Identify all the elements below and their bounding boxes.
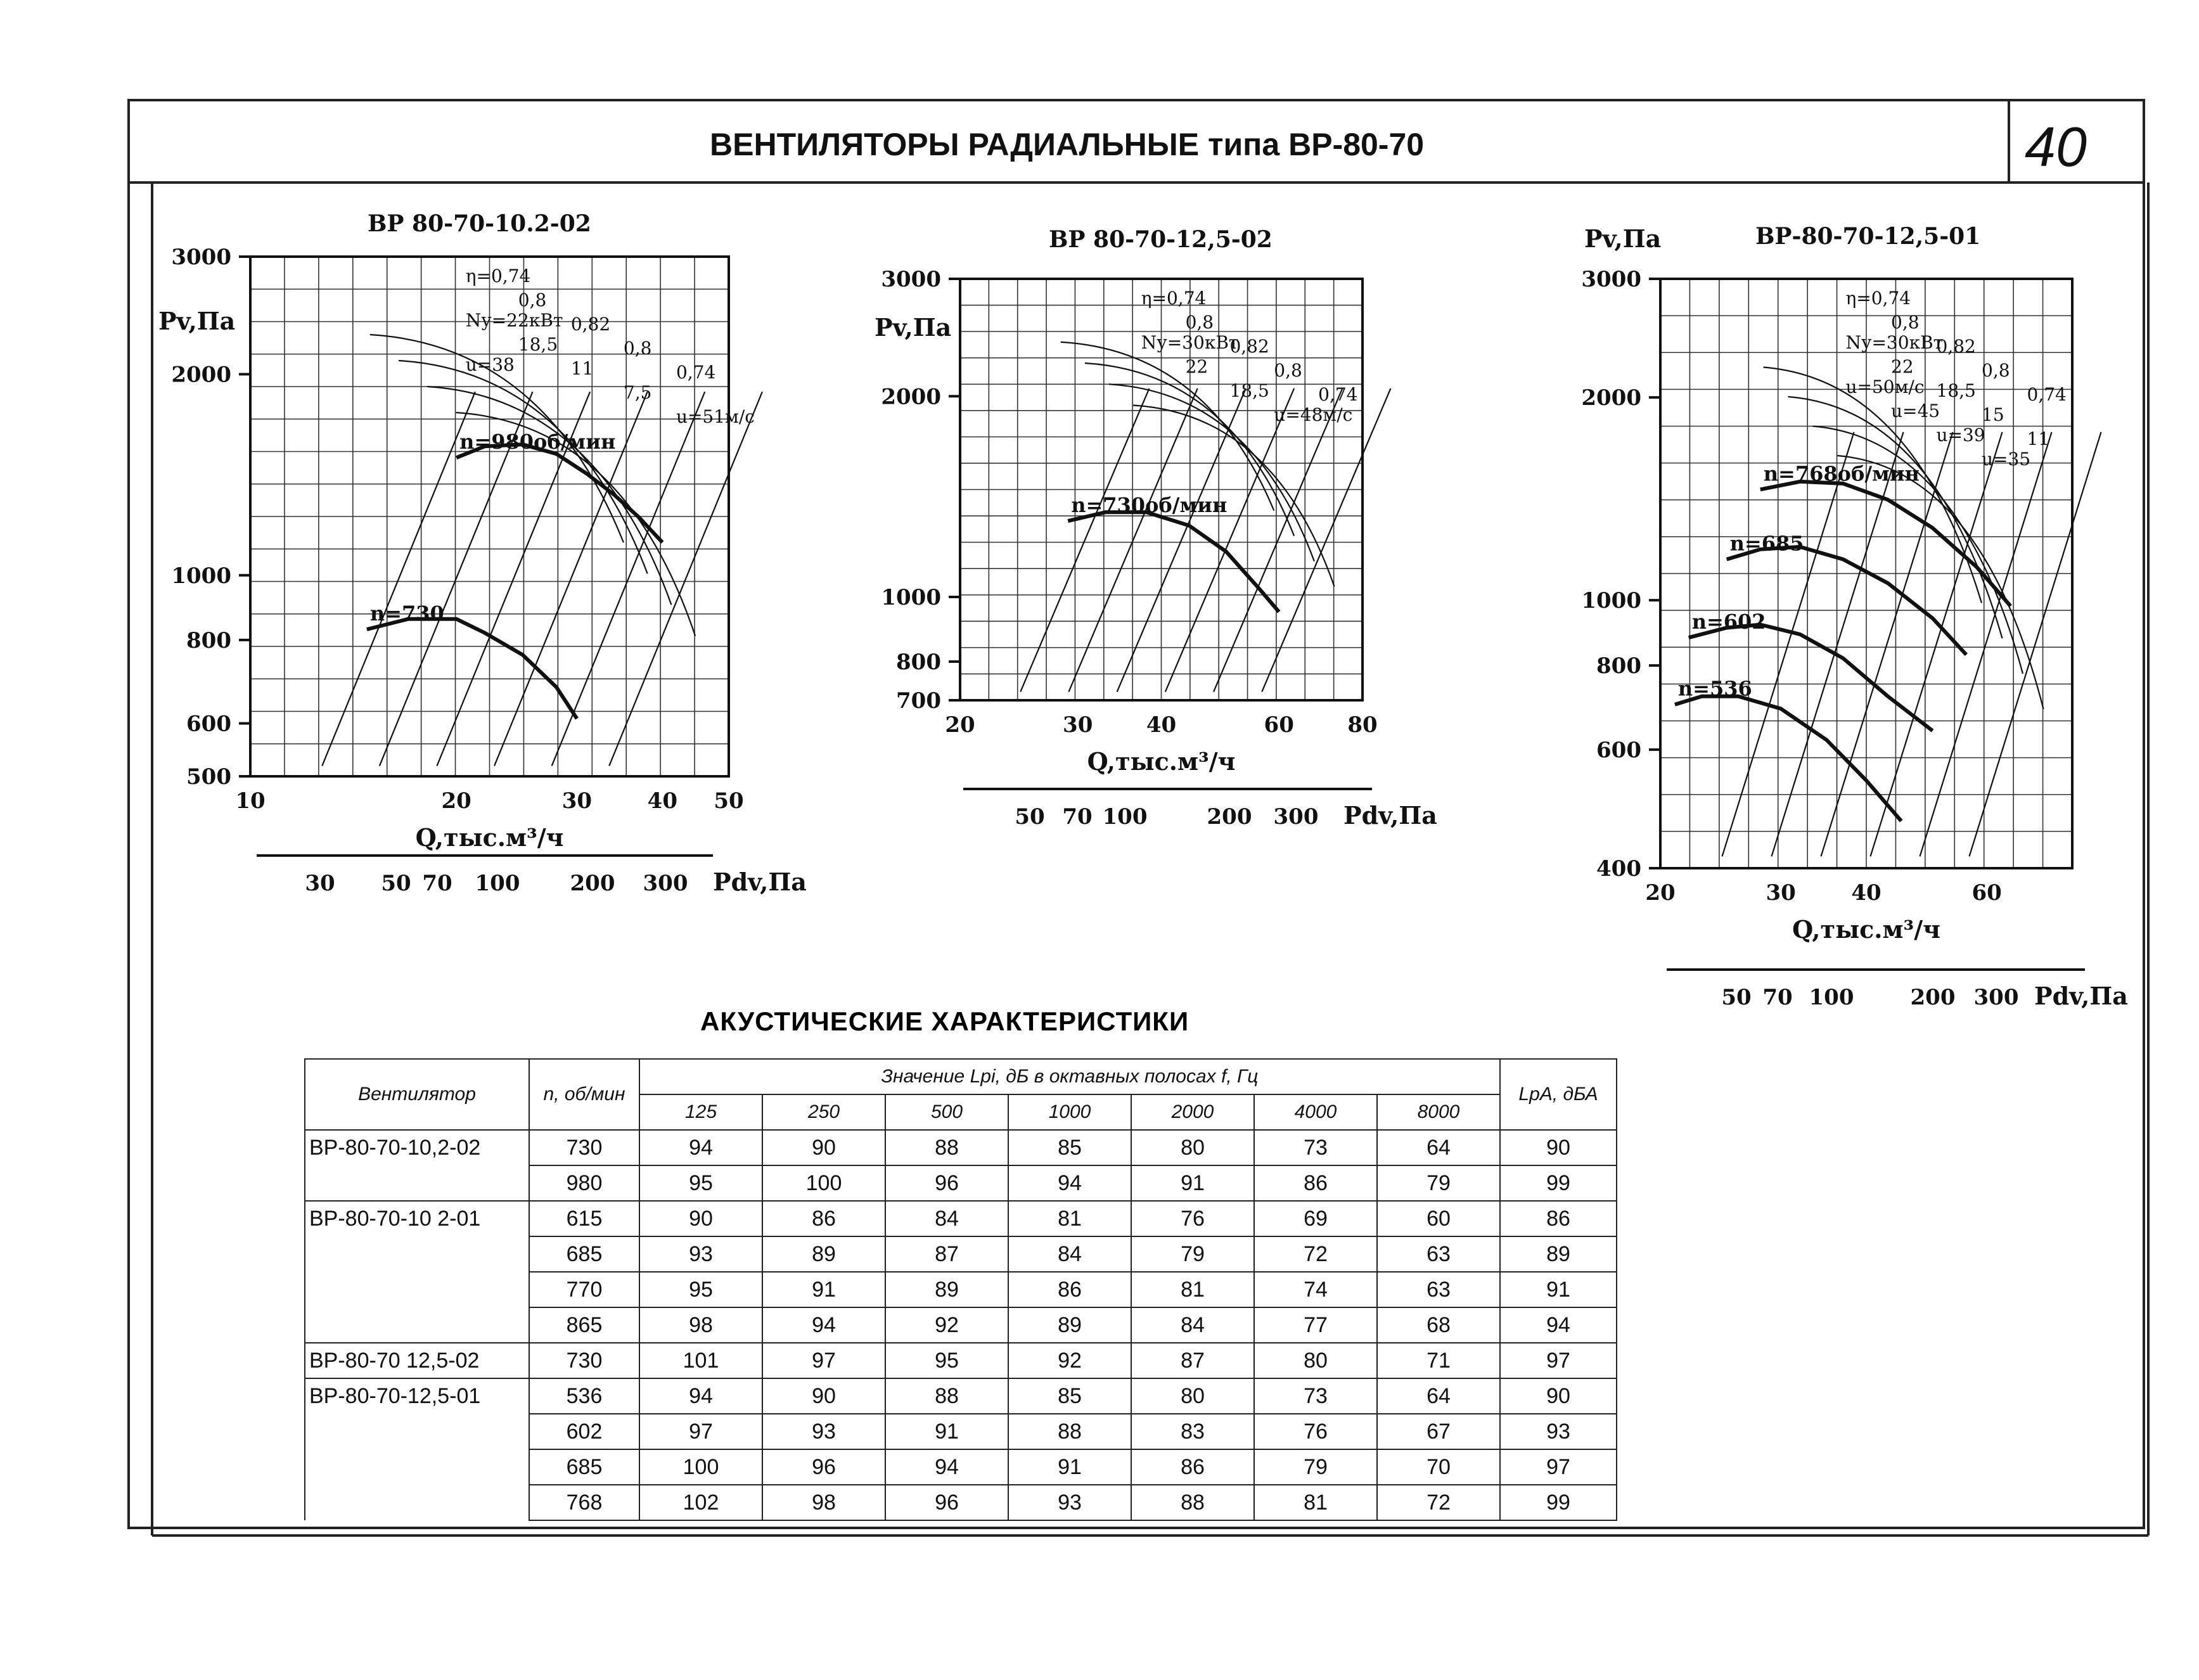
cell-fan [305,1449,529,1485]
cell-level: 97 [762,1343,885,1378]
cell-level: 79 [1131,1236,1254,1272]
pdv-tick-label: 200 [1207,804,1252,830]
y-tick-label: 1000 [171,563,231,589]
chart-annotation: η=0,74 [1141,288,1207,309]
x-tick-label: 30 [561,788,593,814]
cell-level: 86 [1254,1165,1377,1201]
acoustic-table [304,1058,1617,1521]
cell-level: 71 [1377,1343,1500,1378]
y-axis-label: Pv,Па [158,307,236,335]
x-tick-label: 30 [1766,880,1796,906]
cell-level: 91 [762,1272,885,1307]
pdv-tick-label: 100 [1809,985,1854,1010]
efficiency-ray [1165,388,1294,692]
cell-level: 96 [885,1165,1008,1201]
cell-rpm: 730 [529,1343,639,1378]
cell-level: 85 [1008,1130,1131,1165]
cell-level: 76 [1254,1414,1377,1449]
chart-annotation: Nу=30кВт [1141,332,1239,353]
cell-level: 92 [1008,1343,1131,1378]
power-line [1061,342,1274,511]
header-frequency: 1000 [1008,1094,1131,1130]
y-tick-label: 3000 [881,267,941,292]
efficiency-ray [1970,432,2101,857]
cell-level: 93 [1008,1485,1131,1520]
cell-lpa: 89 [1500,1236,1617,1272]
cell-level: 91 [885,1414,1008,1449]
pdv-tick-label: 30 [305,871,335,896]
cell-level: 63 [1377,1272,1500,1307]
y-tick-label: 2000 [881,384,941,410]
x-tick-label: 60 [1264,712,1294,738]
chart-annotation: 0,8 [1891,312,1920,333]
chart-annotation: 11 [2027,428,2050,449]
efficiency-ray [1871,432,2003,857]
chart-annotation: u=51м/с [676,406,755,427]
header-fan: Вентилятор [305,1059,529,1130]
cell-lpa: 99 [1500,1485,1617,1520]
y-tick-label: 2000 [171,362,231,388]
cell-level: 80 [1254,1343,1377,1378]
cell-level: 94 [885,1449,1008,1485]
chart-annotation: 0,8 [1274,360,1302,381]
page-title: ВЕНТИЛЯТОРЫ РАДИАЛЬНЫЕ типа ВР-80-70 [710,127,1425,162]
cell-level: 77 [1254,1307,1377,1343]
cell-level: 90 [762,1130,885,1165]
cell-lpa: 86 [1500,1201,1617,1236]
cell-rpm: 602 [529,1414,639,1449]
series-label: n=730об/мин [1071,493,1228,518]
cell-level: 70 [1377,1449,1500,1485]
cell-level: 98 [762,1485,885,1520]
cell-level: 95 [885,1343,1008,1378]
x-tick-label: 20 [1645,880,1676,906]
cell-level: 95 [639,1272,762,1307]
cell-level: 100 [762,1165,885,1201]
x-tick-label: 20 [945,712,975,738]
cell-level: 76 [1131,1201,1254,1236]
y-tick-label: 1000 [1581,588,1641,614]
y-tick-label: 800 [1596,653,1641,679]
efficiency-ray [1262,388,1390,692]
table-row [305,1449,1617,1485]
table-header-row [305,1059,1617,1094]
cell-level: 89 [762,1236,885,1272]
cell-level: 84 [885,1201,1008,1236]
cell-level: 81 [1254,1485,1377,1520]
page-number-text: 40 [2025,115,2087,178]
table-row [305,1272,1617,1307]
pdv-tick-label: 200 [570,871,615,896]
chart-annotation: 0,82 [1229,336,1269,357]
cell-level: 87 [885,1236,1008,1272]
pdv-tick-label: 300 [643,871,688,896]
table-row [305,1236,1617,1272]
chart-annotation: 0,74 [676,362,716,383]
pdv-tick-label: 70 [1762,985,1793,1010]
cell-level: 88 [885,1378,1008,1414]
chart-annotation: 0,74 [1318,384,1358,405]
series-label: n=602 [1691,610,1766,634]
pdv-tick-label: 50 [381,871,411,896]
cell-level: 69 [1254,1201,1377,1236]
cell-fan: ВР-80-70 12,5-02 [305,1343,529,1378]
series-label: n=730 [369,601,444,626]
efficiency-ray [609,392,762,766]
cell-level: 92 [885,1307,1008,1343]
cell-level: 79 [1254,1449,1377,1485]
table-row [305,1485,1617,1520]
cell-lpa: 93 [1500,1414,1617,1449]
y-tick-label: 600 [186,711,231,737]
pdv-tick-label: 50 [1721,985,1752,1010]
y-tick-label: 500 [186,764,231,790]
cell-level: 89 [1008,1307,1131,1343]
cell-level: 90 [762,1378,885,1414]
table-row [305,1130,1617,1165]
cell-level: 72 [1254,1236,1377,1272]
cell-level: 86 [1131,1449,1254,1485]
pdv-tick-label: 70 [422,871,452,896]
cell-level: 96 [885,1485,1008,1520]
chart-1 [158,210,807,896]
cell-level: 91 [1008,1449,1131,1485]
y-tick-label: 800 [186,627,231,653]
cell-level: 95 [639,1165,762,1201]
cell-rpm: 768 [529,1485,639,1520]
cell-level: 100 [639,1449,762,1485]
table-row [305,1414,1617,1449]
chart-title: ВР 80-70-12,5-02 [1049,226,1273,253]
header-lpa: LpA, дБА [1500,1059,1617,1130]
y-tick-label: 2000 [1581,385,1641,411]
cell-fan [305,1414,529,1449]
cell-rpm: 615 [529,1201,639,1236]
cell-lpa: 97 [1500,1449,1617,1485]
cell-level: 80 [1131,1130,1254,1165]
cell-level: 86 [1008,1272,1131,1307]
cell-rpm: 770 [529,1272,639,1307]
cell-level: 73 [1254,1378,1377,1414]
power-line [399,361,648,574]
cell-rpm: 685 [529,1449,639,1485]
cell-level: 73 [1254,1130,1377,1165]
cell-level: 91 [1131,1165,1254,1201]
cell-fan [305,1272,529,1307]
cell-level: 63 [1377,1236,1500,1272]
cell-level: 87 [1131,1343,1254,1378]
efficiency-ray [1068,388,1197,692]
pdv-tick-label: 100 [475,871,520,896]
cell-fan: ВР-80-70-10,2-02 [305,1130,529,1165]
header-frequency: 500 [885,1094,1008,1130]
cell-level: 102 [639,1485,762,1520]
chart-annotation: 15 [1982,404,2004,425]
y-tick-label: 600 [1596,737,1641,763]
cell-level: 84 [1008,1236,1131,1272]
series-label: n=536 [1677,676,1752,701]
series-line [367,619,577,719]
y-axis-label: Pv,Па [875,313,952,342]
chart-annotation: 0,8 [623,338,652,359]
x-tick-label: 50 [714,788,744,814]
cell-fan [305,1485,529,1520]
cell-level: 85 [1008,1378,1131,1414]
pdv-tick-label: 70 [1062,804,1093,830]
series-label: n=768об/мин [1763,461,1920,486]
acoustic-title: АКУСТИЧЕСКИЕ ХАРАКТЕРИСТИКИ [700,1006,1189,1036]
x-tick-label: 80 [1347,712,1378,738]
cell-level: 90 [639,1201,762,1236]
efficiency-ray [1722,432,1854,857]
chart-title: ВР-80-70-12,5-01 [1755,223,1981,250]
cell-level: 101 [639,1343,762,1378]
series-line [456,444,662,542]
header-frequency: 8000 [1377,1094,1500,1130]
y-axis-label: Pv,Па [1584,224,1662,253]
cell-fan: ВР-80-70-12,5-01 [305,1378,529,1414]
cell-level: 80 [1131,1378,1254,1414]
cell-level: 93 [762,1414,885,1449]
x-axis-label: Q,тыс.м³/ч [415,823,564,852]
chart-annotation: u=45 [1891,401,1940,421]
chart-annotation: u=39 [1936,425,1985,446]
cell-level: 86 [762,1201,885,1236]
cell-level: 81 [1008,1201,1131,1236]
chart-annotation: Nу=22кВт [465,310,563,331]
cell-lpa: 97 [1500,1343,1617,1378]
x-tick-label: 20 [441,788,471,814]
cell-fan: ВР-80-70-10 2-01 [305,1201,529,1236]
x-axis-label: Q,тыс.м³/ч [1087,747,1236,776]
cell-level: 68 [1377,1307,1500,1343]
chart-2 [875,226,1437,830]
pdv-tick-label: 300 [1273,804,1319,830]
chart-annotation: 18,5 [518,334,558,355]
cell-lpa: 94 [1500,1307,1617,1343]
x-tick-label: 40 [1851,880,1882,906]
cell-level: 67 [1377,1414,1500,1449]
cell-rpm: 980 [529,1165,639,1201]
chart-annotation: 18,5 [1229,380,1269,401]
chart-annotation: u=48м/с [1274,404,1353,425]
x-tick-label: 40 [1146,712,1177,738]
table-row [305,1378,1617,1414]
cell-fan [305,1165,529,1201]
header-frequency: 2000 [1131,1094,1254,1130]
y-tick-label: 1000 [881,585,941,611]
header-frequency: 4000 [1254,1094,1377,1130]
cell-level: 64 [1377,1130,1500,1165]
series-label: n=685 [1729,531,1804,556]
cell-level: 88 [885,1130,1008,1165]
chart-3 [1581,223,2128,1010]
chart-annotation: u=50м/с [1845,376,1925,397]
pdv-axis-label: Pdv,Па [713,868,807,896]
pdv-axis-label: Pdv,Па [2034,982,2128,1010]
cell-level: 97 [639,1414,762,1449]
chart-annotation: 0,8 [518,290,547,311]
cell-rpm: 685 [529,1236,639,1272]
table-row [305,1165,1617,1201]
header-band: Значение Lpi, дБ в октавных полосах f, Гц [639,1059,1500,1094]
series-line [1727,547,1966,655]
chart-annotation: 7,5 [623,382,652,403]
chart-annotation: 0,82 [570,314,611,335]
cell-level: 98 [639,1307,762,1343]
y-tick-label: 3000 [171,245,231,270]
efficiency-ray [1020,388,1149,692]
pdv-tick-label: 200 [1910,985,1956,1010]
cell-level: 88 [1008,1414,1131,1449]
chart-annotation: 0,8 [1982,360,2010,381]
cell-level: 93 [639,1236,762,1272]
cell-level: 94 [639,1130,762,1165]
y-tick-label: 800 [896,649,941,675]
chart-annotation: η=0,74 [1845,288,1911,309]
chart-annotation: 0,8 [1185,312,1214,333]
chart-annotation: u=38 [465,354,515,375]
table-row [305,1201,1617,1236]
cell-level: 60 [1377,1201,1500,1236]
chart-title: ВР 80-70-10.2-02 [368,210,591,237]
cell-level: 96 [762,1449,885,1485]
x-axis-label: Q,тыс.м³/ч [1792,915,1940,944]
chart-annotation: 22 [1891,356,1914,377]
cell-fan [305,1307,529,1343]
pdv-tick-label: 50 [1015,804,1045,830]
chart-annotation: η=0,74 [465,266,531,286]
cell-level: 74 [1254,1272,1377,1307]
cell-level: 94 [762,1307,885,1343]
header-frequency: 125 [639,1094,762,1130]
cell-level: 94 [1008,1165,1131,1201]
cell-level: 94 [639,1378,762,1414]
table-row [305,1343,1617,1378]
cell-level: 83 [1131,1414,1254,1449]
cell-lpa: 90 [1500,1378,1617,1414]
cell-level: 81 [1131,1272,1254,1307]
cell-rpm: 730 [529,1130,639,1165]
chart-annotation: 22 [1185,356,1208,377]
chart-annotation: 0,74 [2027,384,2067,405]
cell-level: 88 [1131,1485,1254,1520]
series-label: n=980об/мин [459,430,616,454]
chart-annotation: Nу=30кВт [1845,332,1944,353]
cell-level: 89 [885,1272,1008,1307]
x-tick-label: 40 [647,788,677,814]
y-tick-label: 400 [1596,856,1641,882]
cell-level: 79 [1377,1165,1500,1201]
y-tick-label: 3000 [1581,267,1641,292]
chart-annotation: 0,82 [1936,336,1976,357]
chart-annotation: 11 [570,358,594,379]
x-tick-label: 30 [1063,712,1093,738]
efficiency-ray [322,392,475,766]
cell-lpa: 90 [1500,1130,1617,1165]
header-frequency: 250 [762,1094,885,1130]
pdv-axis-label: Pdv,Па [1343,801,1437,830]
x-tick-label: 60 [1971,880,2002,906]
cell-level: 84 [1131,1307,1254,1343]
cell-level: 72 [1377,1485,1500,1520]
header-rpm: n, об/мин [529,1059,639,1130]
cell-lpa: 91 [1500,1272,1617,1307]
y-tick-label: 700 [896,688,941,714]
table-row [305,1307,1617,1343]
cell-fan [305,1236,529,1272]
cell-rpm: 865 [529,1307,639,1343]
pdv-tick-label: 100 [1102,804,1148,830]
pdv-tick-label: 300 [1973,985,2019,1010]
chart-annotation: u=35 [1982,449,2031,470]
cell-rpm: 536 [529,1378,639,1414]
cell-level: 64 [1377,1378,1500,1414]
cell-lpa: 99 [1500,1165,1617,1201]
efficiency-ray [1772,432,1904,857]
x-tick-label: 10 [235,788,266,814]
chart-annotation: 18,5 [1936,380,1976,401]
